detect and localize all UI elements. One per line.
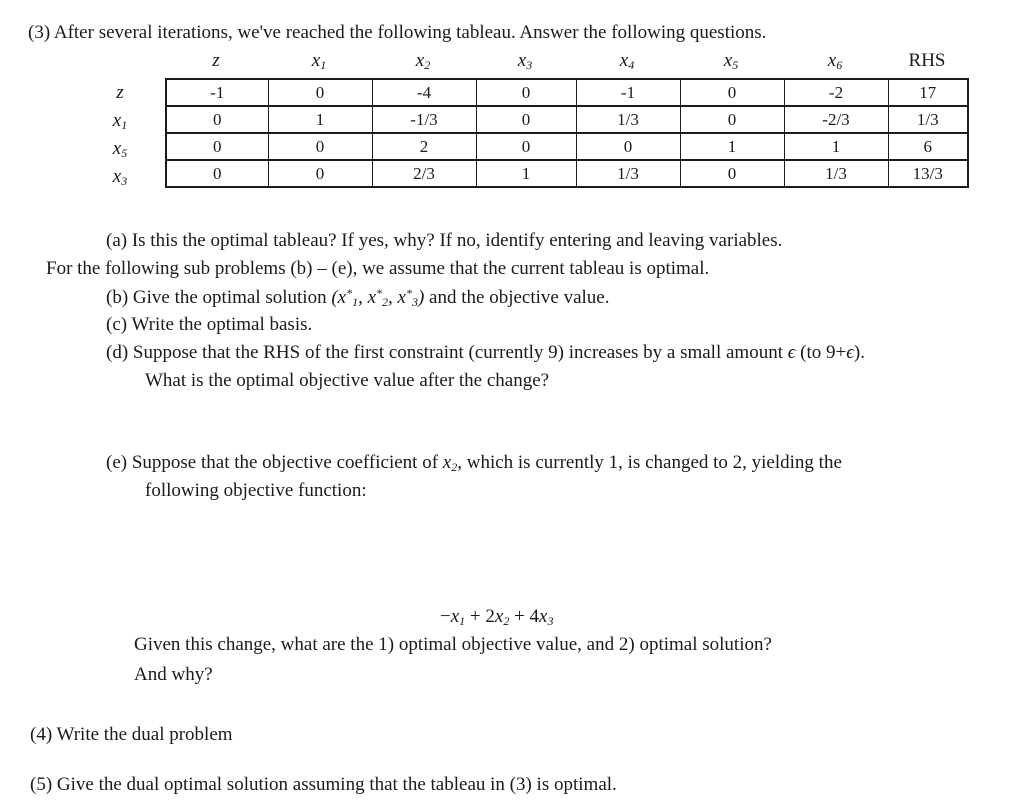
question-4: (4) Write the dual problem (30, 724, 233, 745)
row-label: z (116, 82, 124, 103)
objective-function: $-x_1 + 2x_2 + 4x_3$ (440, 606, 554, 628)
table-cell: 2/3 (372, 160, 476, 187)
table-cell: 0 (680, 79, 784, 106)
table-cell: 1/3 (576, 160, 680, 187)
table-cell: -2 (784, 79, 888, 106)
table-row (166, 79, 968, 106)
table-cell: -1/3 (372, 106, 476, 133)
row-label: $x_5$ (112, 138, 128, 160)
question-5: (5) Give the dual optimal solution assuming that the tableau in (3) is optimal. (30, 774, 617, 795)
intro-text: (3) After several iterations, we've reached the following tableau. Answer the following questions. (28, 22, 767, 43)
table-cell: 0 (476, 106, 576, 133)
header-cell: $x_1$ (311, 50, 327, 72)
table-cell: 17 (888, 79, 968, 106)
table-cell: 0 (166, 133, 268, 160)
table-row (166, 160, 968, 187)
question-d-line2: What is the optimal objective value after the change? (145, 370, 550, 391)
table-cell: 0 (166, 106, 268, 133)
table-row (166, 133, 968, 160)
row-label: $x_3$ (112, 166, 128, 188)
question-b: (b) Give the optimal solution ($x^*_1$, $x^*_2$, $x^*_3$) and the objective value. (106, 286, 610, 309)
header-cell: RHS (908, 50, 946, 71)
table-cell: -1 (576, 79, 680, 106)
table-cell: 0 (268, 79, 372, 106)
table-cell: -4 (372, 79, 476, 106)
header-cell: $x_6$ (827, 50, 843, 72)
question-e-line4: And why? (134, 664, 213, 685)
row-label: $x_1$ (112, 110, 128, 132)
question-e-line3: Given this change, what are the 1) optimal objective value, and 2) optimal solution? (134, 634, 772, 655)
table-cell: 1 (784, 133, 888, 160)
table-cell: 1 (476, 160, 576, 187)
question-a: (a) Is this the optimal tableau? If yes, why? If no, identify entering and leaving variables. (106, 230, 783, 251)
table-cell: 1 (680, 133, 784, 160)
table-cell: 0 (476, 133, 576, 160)
question-e-line1: (e) Suppose that the objective coefficient of $x_2$, which is currently 1, is changed to 2, yielding the (106, 452, 842, 474)
header-cell: $x_4$ (619, 50, 635, 72)
table-cell: 1 (268, 106, 372, 133)
simplex-tableau (165, 78, 969, 188)
table-cell: 0 (680, 160, 784, 187)
table-cell: 1/3 (888, 106, 968, 133)
table-cell: -2/3 (784, 106, 888, 133)
header-cell: $x_2$ (415, 50, 431, 72)
table-cell: 6 (888, 133, 968, 160)
table-cell: 0 (268, 160, 372, 187)
table-cell: 0 (680, 106, 784, 133)
table-cell: 1/3 (784, 160, 888, 187)
table-cell: 0 (166, 160, 268, 187)
assumption-text: For the following sub problems (b) – (e), we assume that the current tableau is optimal. (46, 258, 710, 279)
table-cell: 1/3 (576, 106, 680, 133)
table-cell: 0 (476, 79, 576, 106)
table-cell: 0 (268, 133, 372, 160)
question-e-line2: following objective function: (145, 480, 367, 501)
question-c: (c) Write the optimal basis. (106, 314, 313, 335)
header-cell: $x_3$ (517, 50, 533, 72)
table-cell: 0 (576, 133, 680, 160)
header-cell: $x_5$ (723, 50, 739, 72)
table-row (166, 106, 968, 133)
table-cell: -1 (166, 79, 268, 106)
table-cell: 2 (372, 133, 476, 160)
table-cell: 13/3 (888, 160, 968, 187)
question-d-line1: (d) Suppose that the RHS of the first constraint (currently 9) increases by a small amount ϵ (to 9+ϵ). (106, 342, 865, 363)
tableau-header (165, 50, 967, 76)
header-cell: z (212, 50, 220, 71)
